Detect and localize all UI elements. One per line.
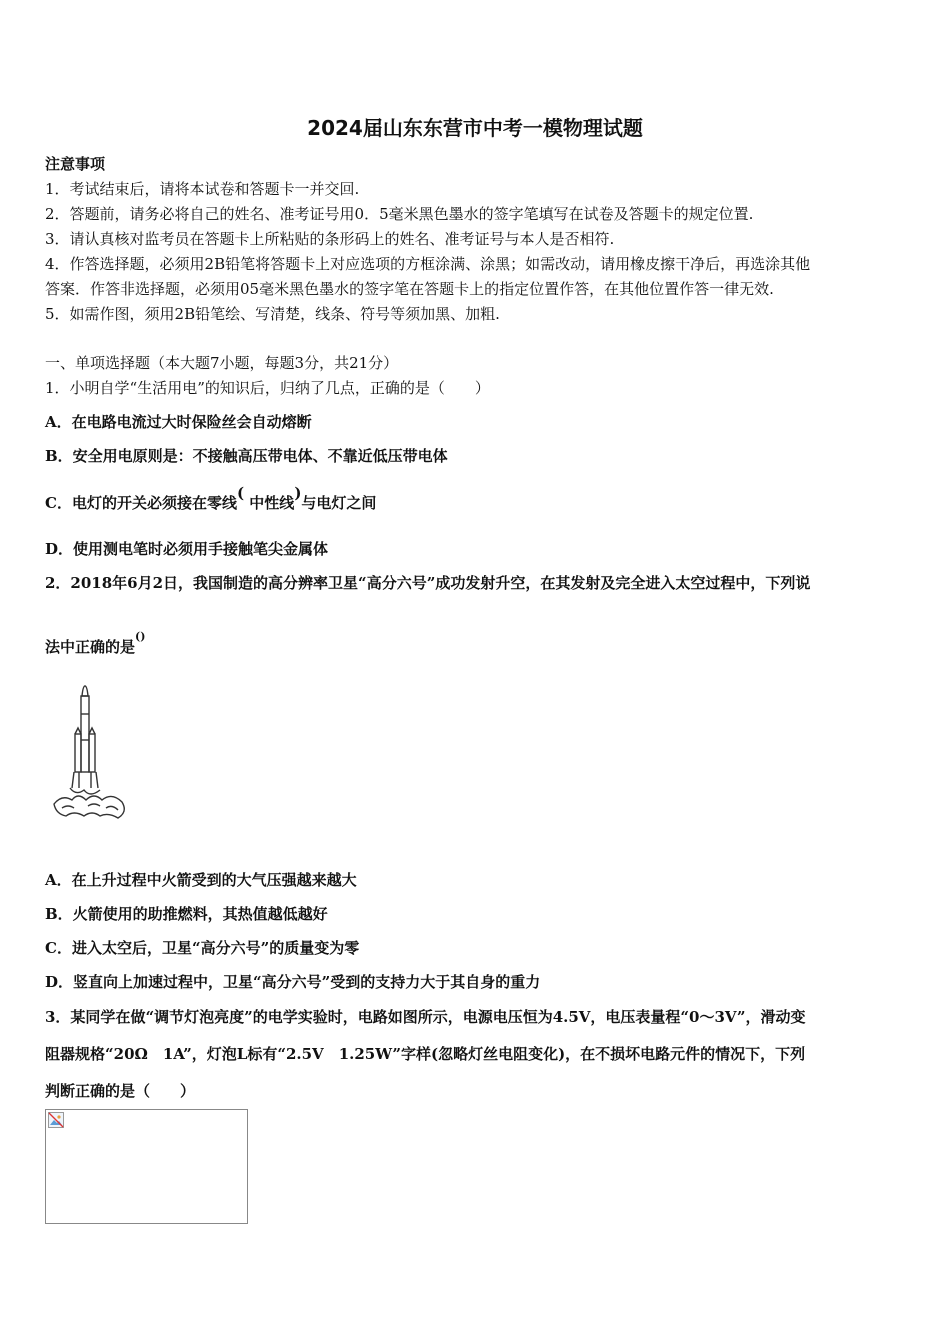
- question-2-stem-line-1: 2．2018年6月2日，我国制造的高分辨率卫星“高分六号”成功发射升空，在其发射及完全进入太空过程中，下列说: [45, 574, 811, 592]
- open-paren: (: [236, 484, 245, 502]
- question-1-stem: 1．小明自学“生活用电”的知识后，归纳了几点，正确的是（ ）: [45, 379, 490, 397]
- page-title: 2024届山东东营市中考一模物理试题: [307, 116, 643, 140]
- question-2-option-a: A．在上升过程中火箭受到的大气压强越来越大: [45, 871, 357, 889]
- rocket-launch-illustration: [48, 684, 130, 828]
- answer-paren: (): [135, 630, 146, 643]
- question-2-option-d: D．竖直向上加速过程中，卫星“高分六号”受到的支持力大于其自身的重力: [45, 973, 541, 991]
- notice-line: 1．考试结束后，请将本试卷和答题卡一并交回.: [45, 180, 360, 198]
- question-1-option-c: [45, 484, 377, 513]
- notice-line: 2．答题前，请务必将自己的姓名、准考证号用0．5毫米黑色墨水的签字笔填写在试卷及答题卡的规定位置.: [45, 205, 754, 223]
- notice-heading: 注意事项: [45, 155, 106, 173]
- question-3-stem-line-3: 判断正确的是（ ）: [45, 1082, 196, 1100]
- question-1-option-a: A．在电路电流过大时保险丝会自动熔断: [45, 413, 312, 431]
- circuit-diagram-placeholder: [45, 1109, 248, 1224]
- question-3-stem-line-1: 3．某同学在做“调节灯泡亮度”的电学实验时，电路如图所示，电源电压恒为4.5V，电压表量程“0～3V”，滑动变: [45, 1008, 806, 1026]
- option-c-text-2: 中性线: [249, 494, 295, 512]
- question-2-option-b: B．火箭使用的助推燃料，其热值越低越好: [45, 905, 328, 923]
- option-c-text-3: 与电灯之间: [301, 494, 377, 512]
- question-1-option-d: D．使用测电笔时必须用手接触笔尖金属体: [45, 540, 329, 558]
- question-3-stem-line-2: 阻器规格“20Ω 1A”，灯泡L标有“2.5V 1.25W”字样(忽略灯丝电阻变化)，在不损坏电路元件的情况下，下列: [45, 1045, 806, 1063]
- section-heading: 一、单项选择题（本大题7小题，每题3分，共21分）: [45, 354, 399, 372]
- notice-line: 答案．作答非选择题，必须用05毫米黑色墨水的签字笔在答题卡上的指定位置作答，在其他位置作答一律无效.: [45, 280, 774, 298]
- question-1-option-b: B．安全用电原则是：不接触高压带电体、不靠近低压带电体: [45, 447, 448, 465]
- notice-line: 5．如需作图，须用2B铅笔绘、写清楚，线条、符号等须加黑、加粗.: [45, 305, 500, 323]
- question-2-stem-text: 法中正确的是: [45, 638, 136, 656]
- question-2-option-c: C．进入太空后，卫星“高分六号”的质量变为零: [45, 939, 360, 957]
- close-paren: ): [294, 484, 302, 502]
- option-c-text-1: C．电灯的开关必须接在零线: [45, 494, 237, 512]
- notice-line: 3．请认真核对监考员在答题卡上所粘贴的条形码上的姓名、准考证号与本人是否相符.: [45, 230, 615, 248]
- broken-image-icon: [48, 1112, 64, 1128]
- question-2-stem-line-2: [45, 630, 146, 657]
- notice-line: 4．作答选择题，必须用2B铅笔将答题卡上对应选项的方框涂满、涂黑；如需改动，请用橡皮擦干净后，再选涂其他: [45, 255, 811, 273]
